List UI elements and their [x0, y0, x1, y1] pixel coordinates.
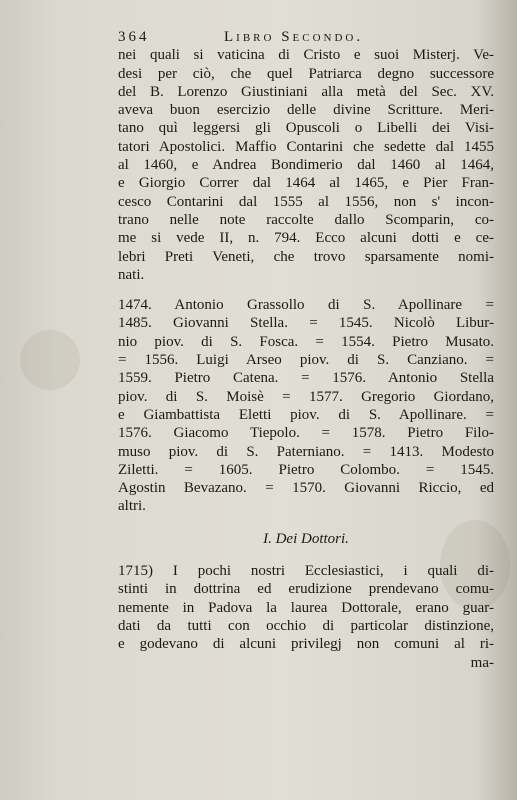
paragraph-dottori — [118, 562, 494, 672]
text-line: tatori Apostolici. Maffio Contarini che sedette dal 1455 — [118, 138, 494, 155]
text-line: nemente in Padova la laurea Dottorale, erano guar- — [118, 599, 494, 616]
text-line: stinti in dottrina ed erudizione prendevano comu- — [118, 581, 494, 598]
section-title: I. Dei Dottori. — [263, 530, 349, 547]
page-number: 364 — [118, 29, 150, 45]
text-line: aveva buon esercizio delle divine Scritture. Meri- — [118, 102, 494, 119]
text-line: del B. Lorenzo Giustiniani alla metà del Sec. XV. — [118, 83, 494, 100]
running-title: Libro Secondo. — [224, 29, 364, 45]
text-line: 1559. Pietro Catena. = 1576. Antonio Stella — [118, 370, 494, 387]
page-header — [118, 28, 494, 46]
text-line: nio piov. di S. Fosca. = 1554. Pietro Musato. — [118, 333, 494, 350]
text-line: e Giorgio Correr dal 1464 al 1465, e Pier Fran- — [118, 175, 494, 192]
text-line: nei quali si vaticina di Cristo e suoi Misterj. Ve- — [118, 47, 494, 64]
paragraph-preti-veneti — [118, 296, 494, 516]
text-line: Ziletti. = 1605. Pietro Colombo. = 1545. — [118, 461, 494, 478]
text-line: 1474. Antonio Grassollo di S. Apollinare = — [118, 297, 494, 314]
text-line: Agostin Bevazano. = 1570. Giovanni Riccio, ed — [118, 480, 494, 497]
text-line: dati da tutti con occhio di particolar distinzione, — [118, 617, 494, 634]
paragraph-visitatori — [118, 46, 494, 284]
text-line: lebri Preti Veneti, che trovo sparsamente nomi- — [118, 248, 494, 265]
text-line: nati. — [118, 266, 145, 283]
paper-stain — [20, 330, 80, 390]
text-line: e godevano di alcuni privilegj non comuni al ri- — [118, 636, 494, 653]
text-line: me si vede II, n. 794. Ecco alcuni dotti e ce- — [118, 230, 494, 247]
text-line: = 1556. Luigi Arseo piov. di S. Canziano. = — [118, 352, 494, 369]
text-line: muso piov. di S. Paterniano. = 1413. Modesto — [118, 443, 494, 460]
text-line: altri. — [118, 498, 146, 515]
page-text — [118, 28, 494, 672]
text-line: piov. di S. Moisè = 1577. Gregorio Giordano, — [118, 388, 494, 405]
text-line: e Giambattista Eletti piov. di S. Apollinare. = — [118, 406, 494, 423]
text-line: trano nelle note raccolte dallo Scomparin, co- — [118, 211, 494, 228]
text-line: cesco Contarini dal 1555 al 1556, non s' incon- — [118, 193, 494, 210]
text-line: desi per ciò, che quel Patriarca degno successore — [118, 65, 494, 82]
text-line: 1715) I pochi nostri Ecclesiastici, i quali di- — [118, 563, 494, 580]
text-line: 1576. Giacomo Tiepolo. = 1578. Pietro Filo- — [118, 425, 494, 442]
catchword: ma- — [470, 654, 494, 671]
text-line: al 1460, e Andrea Bondimerio dal 1460 al 1464, — [118, 157, 494, 174]
text-line: 1485. Giovanni Stella. = 1545. Nicolò Libur- — [118, 315, 494, 332]
text-line: tano quì leggersi gli Opuscoli o Libelli dei Visi- — [118, 120, 494, 137]
